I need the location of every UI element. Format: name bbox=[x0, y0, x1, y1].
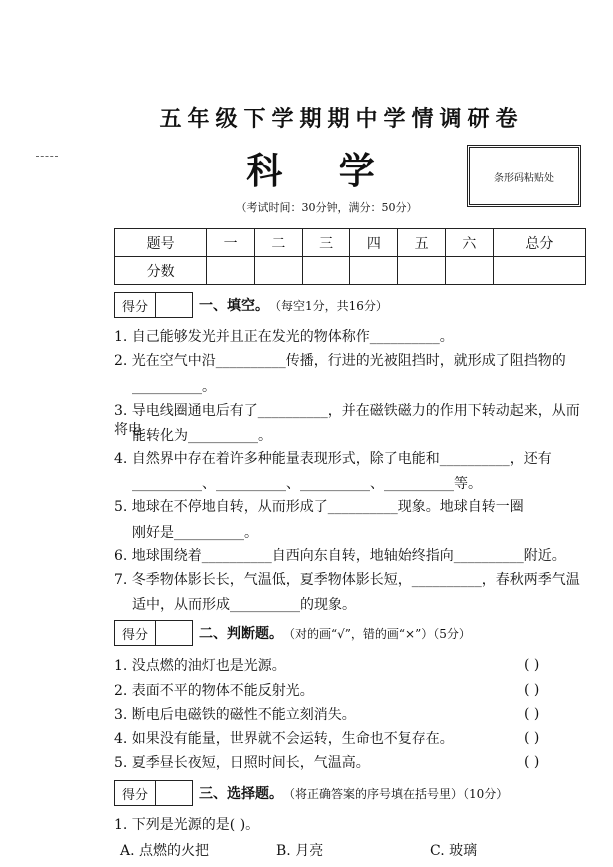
score-table bbox=[114, 228, 586, 285]
score-table-col: 三 bbox=[302, 229, 350, 257]
section-heading-text: 三、选择题。 bbox=[199, 786, 283, 802]
section-heading-note: （每空1分，共16分） bbox=[269, 298, 388, 313]
score-table-score-label: 分数 bbox=[115, 257, 207, 285]
section-heading-text: 一、填空。 bbox=[199, 298, 269, 314]
score-cell[interactable] bbox=[207, 257, 255, 285]
section-heading-text: 二、判断题。 bbox=[199, 626, 283, 642]
section-heading-note: （将正确答案的序号填在括号里）（10分） bbox=[283, 786, 509, 801]
judge-question: 1. 没点燃的油灯也是光源。 bbox=[114, 658, 286, 674]
question-line: 3. 导电线圈通电后有了__________，并在磁铁磁力的作用下转动起来，从而将电 bbox=[114, 403, 580, 438]
answer-bracket[interactable]: ( ) bbox=[524, 730, 540, 746]
question-line: 4. 自然界中存在着许多种能量表现形式，除了电能和__________，还有 bbox=[114, 451, 552, 467]
question-line: __________。 bbox=[132, 379, 216, 395]
score-table-col: 二 bbox=[255, 229, 303, 257]
choice-question-stem: 1. 下列是光源的是( )。 bbox=[114, 817, 260, 833]
question-line: 2. 光在空气中沿__________传播，行进的光被阻挡时，就形成了阻挡物的 bbox=[114, 353, 566, 369]
question-line: 5. 地球在不停地自转，从而形成了__________现象。地球自转一圈 bbox=[114, 499, 524, 515]
section-fill-heading bbox=[114, 292, 388, 318]
score-table-col: 一 bbox=[207, 229, 255, 257]
section-choice-heading bbox=[114, 780, 508, 806]
question-line: __________、__________、__________、__________等。 bbox=[132, 476, 482, 492]
question-line: 7. 冬季物体影长长，气温低，夏季物体影长短，__________，春秋两季气温 bbox=[114, 572, 580, 588]
score-box-blank[interactable] bbox=[156, 781, 192, 805]
score-table-row-header: 题号 bbox=[115, 229, 207, 257]
barcode-area bbox=[467, 145, 581, 207]
answer-bracket[interactable]: ( ) bbox=[524, 657, 540, 673]
score-cell[interactable] bbox=[398, 257, 446, 285]
choice-option-b[interactable]: B. 月亮 bbox=[276, 843, 324, 859]
score-table-score-row bbox=[115, 257, 586, 285]
section-heading-note: （对的画“√”，错的画“×”）（5分） bbox=[283, 626, 471, 641]
judge-question: 2. 表面不平的物体不能反射光。 bbox=[114, 683, 314, 699]
score-table-col: 四 bbox=[350, 229, 398, 257]
score-box-blank[interactable] bbox=[156, 621, 192, 645]
score-box-blank[interactable] bbox=[156, 293, 192, 317]
section-judge-heading bbox=[114, 620, 471, 646]
choice-option-a[interactable]: A. 点燃的火把 bbox=[120, 843, 210, 859]
score-cell[interactable] bbox=[493, 257, 585, 285]
score-box-label: 得分 bbox=[115, 781, 156, 805]
judge-question: 4. 如果没有能量，世界就不会运转，生命也不复存在。 bbox=[114, 731, 454, 747]
score-table-header-row bbox=[115, 229, 586, 257]
score-table-col: 五 bbox=[398, 229, 446, 257]
question-line: 能转化为__________。 bbox=[132, 428, 272, 444]
score-cell[interactable] bbox=[350, 257, 398, 285]
score-cell[interactable] bbox=[445, 257, 493, 285]
section-score-box bbox=[114, 780, 193, 806]
subject-title: 科 学 bbox=[246, 150, 397, 192]
section-score-box bbox=[114, 292, 193, 318]
question-line: 适中，从而形成__________的现象。 bbox=[132, 597, 356, 613]
question-line: 1. 自己能够发光并且正在发光的物体称作__________。 bbox=[114, 329, 454, 345]
score-cell[interactable] bbox=[302, 257, 350, 285]
answer-bracket[interactable]: ( ) bbox=[524, 754, 540, 770]
score-table-col: 总分 bbox=[493, 229, 585, 257]
answer-bracket[interactable]: ( ) bbox=[524, 682, 540, 698]
answer-bracket[interactable]: ( ) bbox=[524, 706, 540, 722]
judge-question: 5. 夏季昼长夜短，日照时间长，气温高。 bbox=[114, 755, 370, 771]
judge-question: 3. 断电后电磁铁的磁性不能立刻消失。 bbox=[114, 707, 356, 723]
question-line: 刚好是__________。 bbox=[132, 525, 258, 541]
score-box-label: 得分 bbox=[115, 621, 156, 645]
exam-info: （考试时间：30分钟，满分：50分） bbox=[235, 201, 418, 214]
question-line: 6. 地球围绕着__________自西向东自转，地轴始终指向__________附近。 bbox=[114, 548, 566, 564]
barcode-label: 条形码粘贴处 bbox=[494, 172, 554, 184]
choice-option-c[interactable]: C. 玻璃 bbox=[430, 843, 478, 859]
section-score-box bbox=[114, 620, 193, 646]
score-cell[interactable] bbox=[255, 257, 303, 285]
score-table-col: 六 bbox=[445, 229, 493, 257]
score-box-label: 得分 bbox=[115, 293, 156, 317]
exam-title: 五年级下学期期中学情调研卷 bbox=[159, 106, 524, 132]
